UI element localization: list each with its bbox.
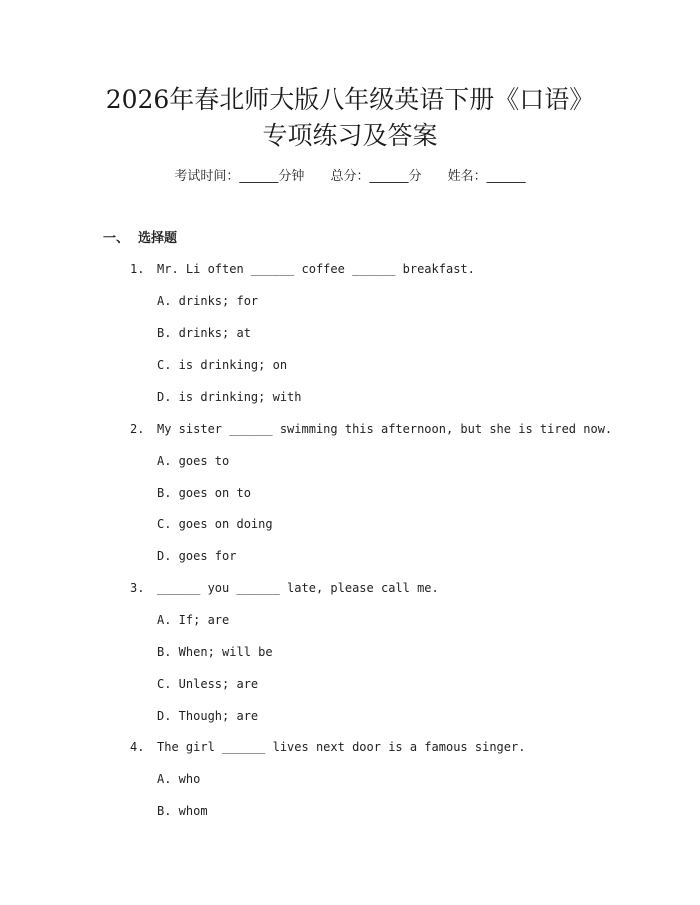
exam-info xyxy=(0,167,700,187)
question-option: B. When; will be xyxy=(157,645,273,659)
student-name-field: 姓名：______ xyxy=(447,169,526,184)
section-heading xyxy=(103,229,177,249)
section-number: 一、 xyxy=(103,231,130,246)
question-option: A. If; are xyxy=(157,613,230,627)
question-text: The girl ______ lives next door is a famous singer. xyxy=(157,740,526,754)
question-option: D. goes for xyxy=(157,549,237,563)
question-number: 2. xyxy=(130,422,145,436)
question-number: 4. xyxy=(130,740,145,754)
question-option: B. drinks; at xyxy=(157,326,251,340)
question-option: C. goes on doing xyxy=(157,517,273,531)
total-score-field: 总分：______分 xyxy=(330,169,422,184)
question-option: A. drinks; for xyxy=(157,294,259,308)
question-option: A. goes to xyxy=(157,454,230,468)
question-option: A. who xyxy=(157,772,201,786)
question-option: C. is drinking; on xyxy=(157,358,288,372)
question-option: C. Unless; are xyxy=(157,677,259,691)
section-title: 选择题 xyxy=(138,231,178,246)
exam-time-field: 考试时间：______分钟 xyxy=(174,169,305,184)
question-option: D. is drinking; with xyxy=(157,390,302,404)
question-option: B. whom xyxy=(157,804,208,818)
question-number: 3. xyxy=(130,581,145,595)
question-text: Mr. Li often ______ coffee ______ breakfast. xyxy=(157,262,475,276)
question-number: 1. xyxy=(130,262,145,276)
document-title-line-1: 2026年春北师大版八年级英语下册《口语》 xyxy=(105,85,595,114)
question-text: ______ you ______ late, please call me. xyxy=(157,581,439,595)
question-option: B. goes on to xyxy=(157,486,251,500)
question-text: My sister ______ swimming this afternoon, but she is tired now. xyxy=(157,422,613,436)
document-title-line-2: 专项练习及答案 xyxy=(262,121,438,150)
question-option: D. Though; are xyxy=(157,709,259,723)
